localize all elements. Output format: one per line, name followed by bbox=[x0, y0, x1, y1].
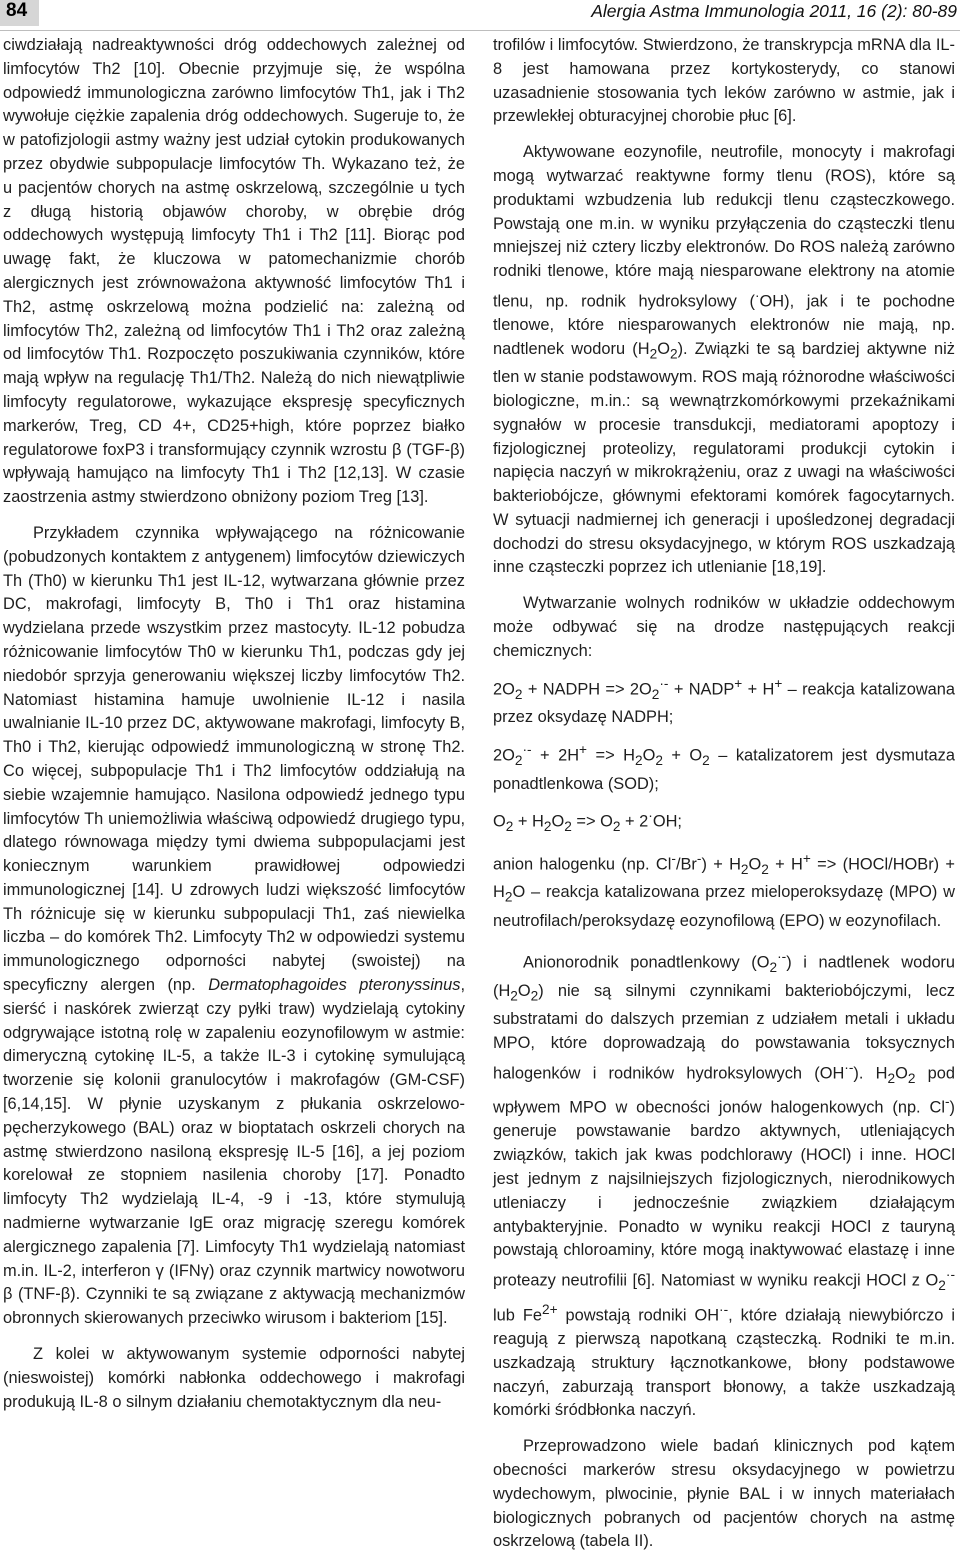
journal-citation: Alergia Astma Immunologia 2011, 16 (2): 80-89 bbox=[591, 1, 957, 21]
paragraph: trofilów i limfocytów. Stwierdzono, że transkrypcja mRNA dla IL-8 jest hamowana przez kortykosterydy, co stanowi uzasadnienie stosowania tych leków zarówno w astmie, jak i przewlekłej obturacyjnej chorobie płuc [6]. bbox=[493, 36, 955, 126]
reaction-2: $2O_2^{\cdot-} + 2H^+ => H_2O_2 + O_2$ – katalizatorem jest dysmutaza ponadtlenkowa (SOD); bbox=[493, 742, 955, 793]
left-column bbox=[3, 34, 465, 1426]
paragraph: Aktywowane eozynofile, neutrofile, monocyty i makrofagi mogą wytwarzać reaktywne formy tlenu (ROS), które są produktami wzbudzenia lub redukcji tlenu cząsteczkowego. Powstają one m.in. w wyniku przyłączenia do cząsteczki tlenu mniejszej niż cztery liczby elektronów. Do ROS należą zarówno rodniki tlenowe, które mają niesparowane elektrony na atomie tlenu, np. rodnik hydroksylowy (·OH), jak i te pochodne tlenowe, które niesparowanych elektronów nie mają, np. nadtlenek wodoru $(H_2O_2)$. Związki te są bardziej aktywne niż tlen w stanie podstawowym. ROS mają różnorodne właściwości biologiczne, m.in.: są wewnątrzkomórkowymi przekaźnikami sygnałów w procesie transdukcji, mediatorami apoptozy i fizjologicznej proteolizy, regulatorami produkcji cytokin i napięcia naczyń w mikrokrążeniu, oraz z uwagi na właściwości bakteriobójcze, głównymi efektorami komórek fagocytarnych. W sytuacji nadmiernej ich generacji i upośledzonej degradacji dochodzi do stresu oksydacyjnego, w którym ROS uszkadzają inne cząsteczki poprzez ich utlenianie [18,19]. bbox=[493, 143, 956, 577]
reaction-3: $O_2 + H_2O_2 => O_2 + 2^\cdot OH$; bbox=[493, 808, 682, 835]
paragraph: Anionorodnik ponadtlenkowy $(O_2^{\cdot-})$ i nadtlenek wodoru $(H_2O_2)$ nie są silnymi czynnikami bakteriobójczymi, lecz substratami do dalszych przemian z udziałem metali i układu MPO, które doprowadzają do powstawania toksycznych halogenków i rodników hydroksylowych (OH·-). $H_2O_2$ pod wpływem MPO w obecności jonów halogenkowych (np. Cl-) generuje powstawanie bardzo aktywnych, utleniających związków, takich jak kwas podchlorawy (HOCl) i inne. HOCl jest jednym z najsilniejszych fizjologicznych, nierodnikowych utleniaczy i jednocześnie związkiem działającym antybakteryjnie. Ponadto w wyniku reakcji HOCl z tauryną powstają chloroaminy, które mogą inaktywować elastazę i inne proteazy neutrofilii [6]. Natomiast w wyniku reakcji HOCl z $O_2^{\cdot-}$ lub $Fe^{2+}$ powstają rodniki OH·-, które działają niewybiórczo i reagują z pierwszą napotkaną cząsteczką. Rodniki te m.in. uszkadzają struktury łącznotkankowe, błony podstawowe naczyń, zaburzają transport błonowy, a także uszkadzają komórki śródbłonka naczyń. bbox=[493, 949, 956, 1420]
page-number: 84 bbox=[0, 0, 39, 26]
paragraph: ciwdziałają nadreaktywności dróg oddechowych zależnej od limfocytów Th2 [10]. Obecnie przyjmuje się, że wspólna odpowiedź immunologiczna zarówno limfocytów Th1, jak i Th2 wywołuje ciężkie zapalenia dróg oddechowych. Sugeruje to, że w patofizjologii astmy ważny jest udział cytokin produkowanych przez obydwie subpopulacje limfocytów Th. Wykazano też, że u pacjentów chorych na astmę oskrzelową, szczególnie u tych z długą historią objawów choroby, w obrębie dróg oddechowych występują limfocyty Th1 i Th2 [11]. Biorąc pod uwagę fakt, że kluczowa w patomechanizmie chorób alergicznych jest zrównoważona aktywność limfocytów Th1 i Th2, astmę oskrzelową można podzielić na: zależną od limfocytów Th2, zależną od limfocytów Th1 i Th2 oraz zależną od limfocytów Th1. Rozpoczęto poszukiwania czynników, które mają wpływ na regulację Th1/Th2. Należą do nich niewątpliwie limfocyty regulatorowe, wykazujące ekspresję specyficznych markerów, Treg, CD 4+, CD25+high, które poprzez białko regulatorowe foxP3 i transformujący czynnik wzrostu β (TGF-β) wpływają hamująco na limfocyty Th1 i Th2 [12,13]. W czasie zaostrzenia astmy stwierdzono obniżony poziom Treg [13]. bbox=[3, 36, 465, 507]
reaction-4: anion halogenku (np. $Cl^-/Br^-) + H_2O_2 + H^+$ => (HOCl/HOBr) + $H_2O$ – reakcja katalizowana przez mieloperoksydazę (MPO) w neutrofilach/peroksydazę eozynofilową (EPO) w eozynofilach. bbox=[493, 850, 956, 930]
paragraph: Z kolei w aktywowanym systemie odporności nabytej (nieswoistej) komórki nabłonka oddechowego i makrofagi produkują IL-8 o silnym działaniu chemotaktycznym dla neu- bbox=[3, 1345, 465, 1411]
species-name: Dermatophagoides pteronyssinus bbox=[208, 976, 461, 995]
paragraph: Przykładem czynnika wpływającego na różnicowanie (pobudzonych kontaktem z antygenem) limfocytów dziewiczych Th (Th0) w kierunku Th1 jest IL-12, wytwarzana głównie przez DC, makrofagi, limfocyty B, Th0 i Th1 oraz histamina wydzielana przede wszystkim przez mastocyty. IL-12 pobudza różnicowanie limfocytów Th0 w kierunku Th1, podczas gdy jej niedobór sprzyja generowaniu większej liczby limfocytów Th2. Natomiast histamina hamuje uwolnienie IL-12 i nasila uwalnianie IL-10 przez DC, aktywowane makrofagi, limfocyty B, Th0 i Th2, kierując odpowiedź immunologiczną w stronę Th2. Co więcej, subpopulacje Th1 i Th2 limfocytów oddziałują na siebie wzajemnie hamująco. Nasilona odpowiedź jednego typu limfocytów Th uniemożliwia właściwą odpowiedź drugiego typu, dlatego równowaga między tymi dwiema subpopulacjami jest koniecznym warunkiem prawidłowej odpowiedzi immunologicznej [14]. U zdrowych ludzi większość limfocytów Th różnicuje się w kierunku subpopulacji Th1, zaś niewielka liczba – do komórek Th2. Limfocyty Th2 w odpowiedzi systemu immunologicznego odporności nabytej (swoistej) na specyficzny alergen (np. Dermatophagoides pteronyssinus, sierść i naskórek zwierząt czy pyłki traw) wydzielają cytokiny odgrywające istotną rolę w zapaleniu eozynofilowym w astmie: dimeryczną cytokinę IL-5, a także IL-3 i cytokinę symulującą tworzenie się kolonii granulocytów i makrofagów (GM-CSF) [6,14,15]. W płynie uzyskanym z płukania oskrzelowo-pęcherzykowego (BAL) oraz w bioptatach oskrzeli chorych na astmę stwierdzono nasiloną ekspresję IL-5 [16], a jej poziom korelował ze stopniem nasilenia choroby [17]. Ponadto limfocyty Th2 wydzielają IL-4, -9 i -13, które stymulują nadmierne wytwarzanie IgE oraz migrację szeregu komórek alergicznego zapalenia [7]. Limfocyty Th1 wydzielają natomiast m.in. IL-2, interferon γ (IFNγ) oraz czynnik martwicy nowotworu β (TNF-β). Czynniki te są związane z aktywacją mechanizmów obronnych skierowanych przeciwko wirusom i bakteriom [15]. bbox=[3, 523, 465, 1328]
paragraph: Wytwarzanie wolnych rodników w układzie oddechowym może odbywać się na drodze następujących reakcji chemicznych: bbox=[493, 594, 955, 660]
paragraph: Przeprowadzono wiele badań klinicznych pod kątem obecności markerów stresu oksydacyjnego w powietrzu wydechowym, plwocinie, płynie BAL i w innych materiałach biologicznych pobranych od pacjentów chorych na astmę oskrzelową (tabela II). bbox=[493, 1437, 955, 1551]
right-column bbox=[493, 34, 955, 1566]
reaction-1: $2O_2$ + NADPH => $2O_2^{\cdot-}$ + NADP+ + H+ – reakcja katalizowana przez oksydazę NADPH; bbox=[493, 675, 956, 727]
page-header bbox=[0, 0, 960, 31]
